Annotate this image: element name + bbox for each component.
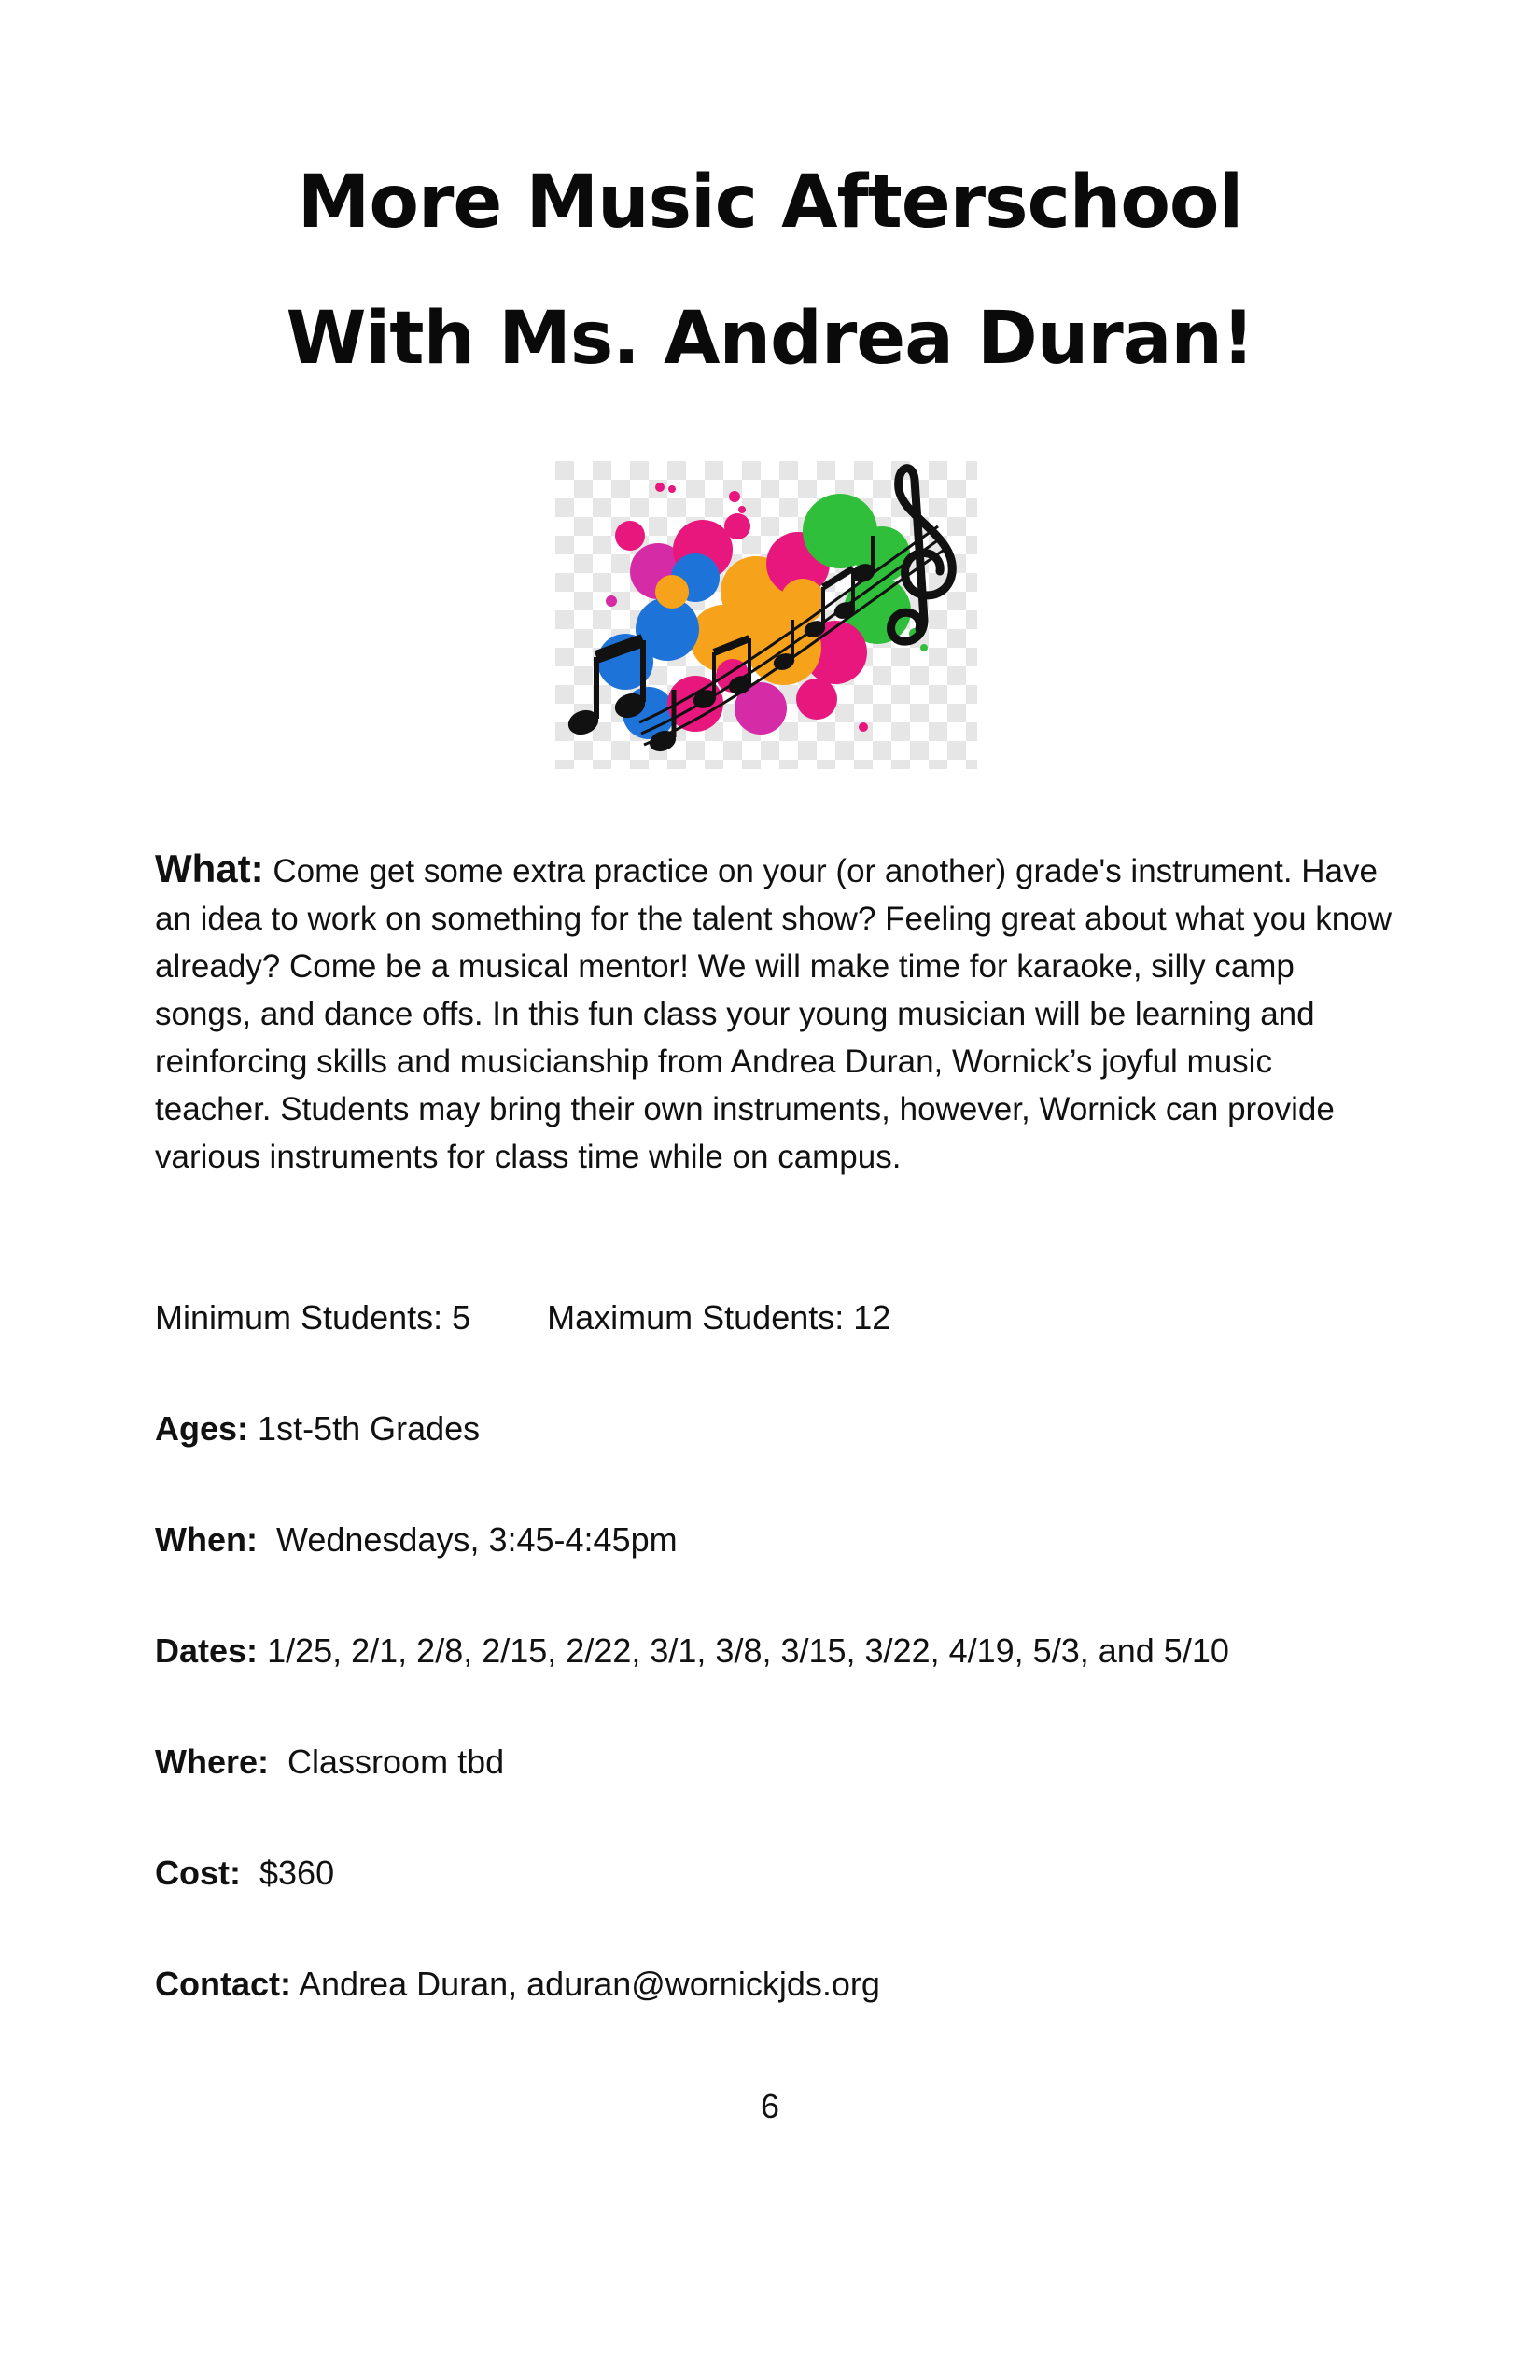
- where-row: [155, 1742, 504, 1783]
- cost-row: [155, 1853, 334, 1894]
- cost-value: $360: [259, 1854, 335, 1892]
- when-value: Wednesdays, 3:45-4:45pm: [275, 1520, 678, 1559]
- title-line-2: With Ms. Andrea Duran!: [286, 297, 1254, 381]
- dates-row: [155, 1631, 1229, 1672]
- dates-label: Dates:: [155, 1631, 259, 1670]
- music-notes-paint-splash-icon: [555, 461, 977, 769]
- maximum-students: Maximum Students: 12: [547, 1298, 891, 1337]
- ages-row: [155, 1408, 480, 1449]
- title-line-1: More Music Afterschool: [297, 161, 1243, 245]
- page-number: 6: [760, 2087, 780, 2125]
- contact-row: [155, 1964, 880, 2005]
- dates-value: 1/25, 2/1, 2/8, 2/15, 2/22, 3/1, 3/8, 3/15, 3/22, 4/19, 5/3, and 5/10: [267, 1631, 1229, 1670]
- what-description: Come get some extra practice on your (or another) grade's instrument. Have an idea to work on something for the talent show? Feeling great about what you know already? Come be a musical mentor! We will make time for karaoke, silly camp songs, and dance offs. In this fun class your young musician will be learning and reinforcing skills and musicianship from Andrea Duran, Wornick’s joyful music teacher. Students may bring their own instruments, however, Wornick can provide various instruments for class time while on campus.: [155, 853, 1392, 1175]
- minimum-students: Minimum Students: 5: [155, 1298, 471, 1337]
- where-value: Classroom tbd: [287, 1743, 505, 1781]
- cost-label: Cost:: [155, 1854, 241, 1892]
- what-section: [155, 845, 1396, 1181]
- contact-label: Contact:: [155, 1965, 291, 2003]
- ages-value: 1st-5th Grades: [258, 1409, 481, 1448]
- ages-label: Ages:: [155, 1409, 249, 1448]
- students-row: [155, 1297, 890, 1338]
- when-row: [155, 1519, 678, 1561]
- when-label: When:: [155, 1520, 258, 1559]
- what-label: What:: [155, 847, 264, 890]
- contact-value: Andrea Duran, aduran@wornickjds.org: [299, 1965, 880, 2003]
- where-label: Where:: [155, 1743, 270, 1781]
